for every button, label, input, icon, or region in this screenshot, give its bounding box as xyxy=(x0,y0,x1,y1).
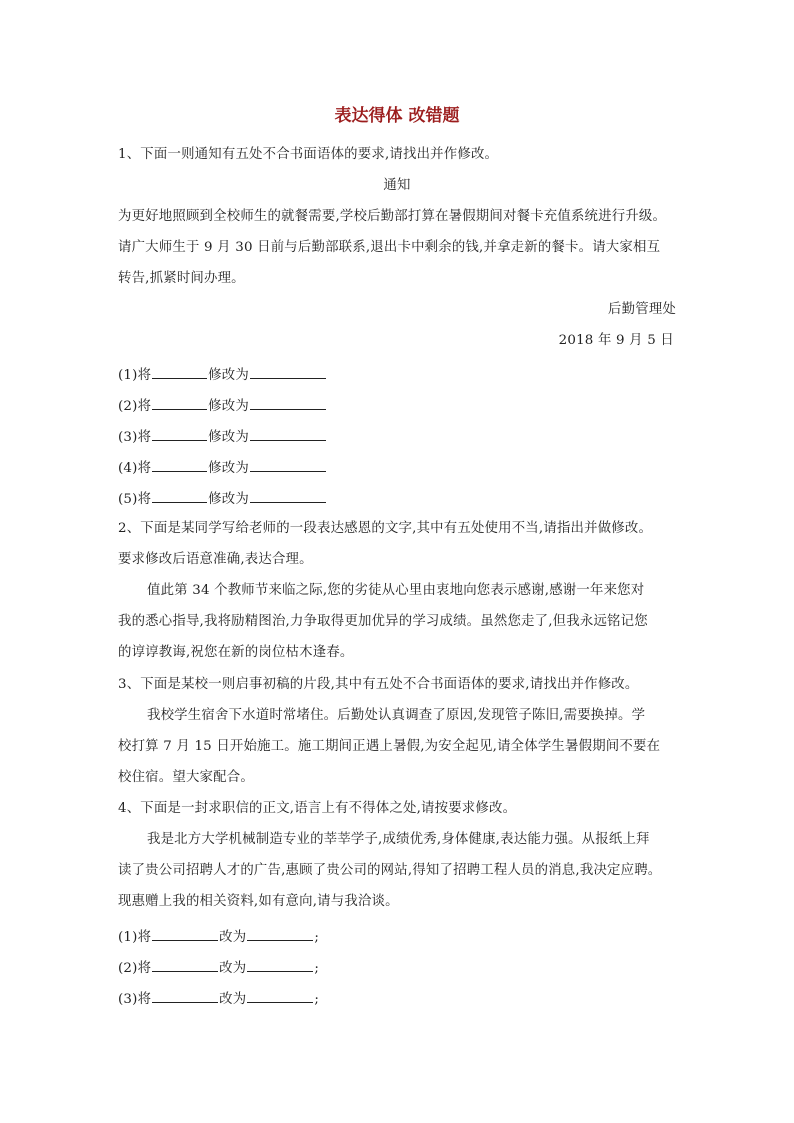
answer-connector: 修改为 xyxy=(208,430,249,445)
answer-label: (3)将 xyxy=(118,992,152,1007)
q3-text-line-3: 校住宿。望大家配合。 xyxy=(118,770,254,785)
q4-answer-1 xyxy=(118,926,319,947)
answer-label: (2)将 xyxy=(118,399,152,414)
q3-prompt: 3、下面是某校一则启事初稿的片段,其中有五处不合书面语体的要求,请找出并作修改。 xyxy=(118,677,639,692)
answer-blank-revised[interactable] xyxy=(247,988,313,1003)
q4-answer-3 xyxy=(118,988,319,1009)
answer-blank-original[interactable] xyxy=(152,926,218,941)
answer-label: (1)将 xyxy=(118,930,152,945)
notice-line-3: 转告,抓紧时间办理。 xyxy=(118,271,245,286)
answer-blank-original[interactable] xyxy=(152,395,207,410)
notice-line-2: 请广大师生于 9 月 30 日前与后勤部联系,退出卡中剩余的钱,并拿走新的餐卡。请大家相互 xyxy=(118,240,661,255)
answer-blank-original[interactable] xyxy=(152,457,207,472)
notice-date: 2018 年 9 月 5 日 xyxy=(558,333,674,348)
answer-end: ; xyxy=(314,992,320,1007)
answer-blank-revised[interactable] xyxy=(250,395,326,410)
answer-blank-revised[interactable] xyxy=(250,488,326,503)
answer-end: ; xyxy=(314,930,320,945)
q2-prompt-line-1: 2、下面是某同学写给老师的一段表达感恩的文字,其中有五处使用不当,请指出并做修改。 xyxy=(118,521,653,536)
q4-text-line-3: 现惠赠上我的相关资料,如有意向,请与我洽谈。 xyxy=(118,894,399,909)
answer-label: (3)将 xyxy=(118,430,152,445)
q1-prompt: 1、下面一则通知有五处不合书面语体的要求,请找出并作修改。 xyxy=(118,147,499,162)
q1-answer-1 xyxy=(118,364,327,385)
answer-label: (5)将 xyxy=(118,492,152,507)
q1-answer-2 xyxy=(118,395,327,416)
q3-text-line-1: 我校学生宿舍下水道时常堵住。后勤处认真调查了原因,发现管子陈旧,需要换掉。学 xyxy=(147,708,646,723)
answer-blank-revised[interactable] xyxy=(247,926,313,941)
answer-connector: 修改为 xyxy=(208,399,249,414)
q4-text-line-2: 读了贵公司招聘人才的广告,惠顾了贵公司的网站,得知了招聘工程人员的消息,我决定应聘。 xyxy=(118,863,662,878)
notice-line-1: 为更好地照顾到全校师生的就餐需要,学校后勤部打算在暑假期间对餐卡充值系统进行升级。 xyxy=(118,209,667,224)
q1-answer-5 xyxy=(118,488,327,509)
q2-text-line-2: 我的悉心指导,我将励精图治,力争取得更加优异的学习成绩。虽然您走了,但我永远铭记您 xyxy=(118,614,648,629)
answer-blank-revised[interactable] xyxy=(247,957,313,972)
answer-connector: 改为 xyxy=(219,961,247,976)
answer-blank-original[interactable] xyxy=(152,957,218,972)
q4-answer-2 xyxy=(118,957,319,978)
answer-blank-original[interactable] xyxy=(152,488,207,503)
q3-text-line-2: 校打算 7 月 15 日开始施工。施工期间正遇上暑假,为安全起见,请全体学生暑假期间不要在 xyxy=(118,739,661,754)
notice-signer: 后勤管理处 xyxy=(608,302,676,317)
answer-connector: 修改为 xyxy=(208,461,249,476)
answer-blank-original[interactable] xyxy=(152,988,218,1003)
answer-label: (1)将 xyxy=(118,368,152,383)
answer-connector: 改为 xyxy=(219,992,247,1007)
q1-answer-3 xyxy=(118,426,327,447)
q4-prompt: 4、下面是一封求职信的正文,语言上有不得体之处,请按要求修改。 xyxy=(118,801,517,816)
q2-text-line-1: 值此第 34 个教师节来临之际,您的劣徒从心里由衷地向您表示感谢,感谢一年来您对 xyxy=(147,583,645,598)
answer-connector: 改为 xyxy=(219,930,247,945)
q2-prompt-line-2: 要求修改后语意准确,表达合理。 xyxy=(118,552,313,567)
answer-connector: 修改为 xyxy=(208,368,249,383)
answer-blank-original[interactable] xyxy=(152,426,207,441)
answer-blank-original[interactable] xyxy=(152,364,207,379)
q1-answer-4 xyxy=(118,457,327,478)
notice-title: 通知 xyxy=(383,178,411,193)
q4-text-line-1: 我是北方大学机械制造专业的莘莘学子,成绩优秀,身体健康,表达能力强。从报纸上拜 xyxy=(147,832,650,847)
answer-blank-revised[interactable] xyxy=(250,426,326,441)
answer-blank-revised[interactable] xyxy=(250,457,326,472)
page-title: 表达得体 改错题 xyxy=(334,106,460,126)
answer-label: (4)将 xyxy=(118,461,152,476)
answer-blank-revised[interactable] xyxy=(250,364,326,379)
answer-connector: 修改为 xyxy=(208,492,249,507)
q2-text-line-3: 的谆谆教诲,祝您在新的岗位枯木逢春。 xyxy=(118,645,354,660)
answer-label: (2)将 xyxy=(118,961,152,976)
answer-end: ; xyxy=(314,961,320,976)
